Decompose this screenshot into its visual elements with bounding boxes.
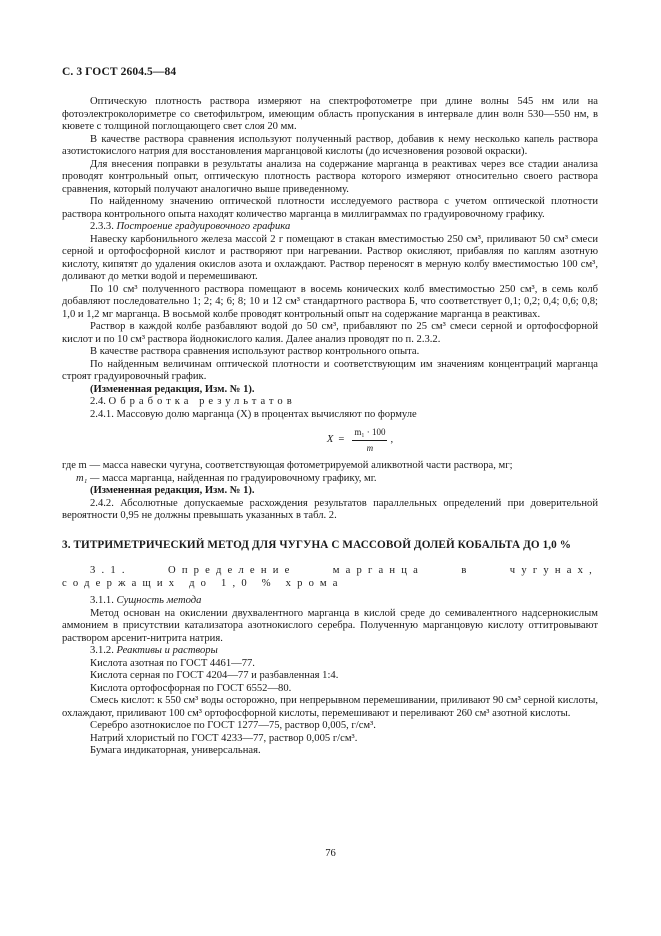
edit-note: (Измененная редакция, Изм. № 1). [90, 383, 255, 395]
section-number: 2.3.3. [90, 221, 114, 232]
page-header: С. 3 ГОСТ 2604.5—84 [62, 66, 177, 78]
paragraph: Метод основан на окислении двухвалентного марганца в кислой среде до семивалентного надсернокислым аммонием в присутствии катализатора азотнокислого серебра. Полученную марганцовую кислоту оттитровывают раствором арсенит-нитрита натрия. [62, 607, 598, 644]
formula-fraction [352, 426, 387, 454]
formula [122, 426, 598, 454]
formula-numerator: m₁ · 100 [352, 426, 387, 441]
paragraph: В качестве раствора сравнения используют раствор контрольного опыта. [90, 346, 420, 357]
chapter-heading: 3. ТИТРИМЕТРИЧЕСКИЙ МЕТОД ДЛЯ ЧУГУНА С МАССОВОЙ ДОЛЕЙ КОБАЛЬТА ДО 1,0 % [62, 538, 572, 551]
reagent-item: Бумага индикаторная, универсальная. [90, 745, 261, 756]
formula-tail: , [390, 433, 394, 445]
definition-text: масса марганца, найденная по градуировочному графику, мг. [102, 472, 377, 484]
section-heading-3-1-2 [62, 645, 598, 658]
paragraph: 2.4.2. Абсолютные допускаемые расхождения результатов параллельных определений при доверительной вероятности 0,95 не должны превышать указанных в табл. 2. [62, 497, 598, 521]
reagent-item: Серебро азотнокислое по ГОСТ 1277—75, раствор 0,005, г/см³. [90, 720, 376, 731]
definition-term: где m — [62, 460, 101, 471]
paragraph: Раствор в каждой колбе разбавляют водой до 50 см³, прибавляют по 25 см³ смеси серной и ортофосфорной кислот и по 10 см³ раствора йоднокислого калия. Далее анализ проводят по п. 2.3.2. [62, 321, 598, 345]
section-heading-2-3-3 [62, 221, 598, 234]
paragraph: 2.4.1. Массовую долю марганца (X) в процентах вычисляют по формуле [90, 408, 417, 420]
edit-note: (Измененная редакция, Изм. № 1). [90, 485, 255, 496]
paragraph: Навеску карбонильного железа массой 2 г помещают в стакан вместимостью 250 см³, приливают 50 см³ смеси серной и ортофосфорной кислот и растворяют при нагревании. Раствор окисляют, прибавляя по каплям азотную кислоту, кипятят до удаления окислов азота и охлаждают. Раствор переносят в мерную колбу вместимостью 100 см³, доливают до метки водой и перемешивают. [62, 233, 598, 282]
section-title: Реактивы и растворы [116, 645, 218, 656]
page-number: 76 [325, 848, 336, 859]
paragraph: Для внесения поправки в результаты анализа на содержание марганца в реактивах через все стадии анализа проводят контрольный опыт, оптическую плотность раствора которого измеряют относительно своего раствора сравнения, который получают аналогично выше приведенному. [62, 158, 598, 195]
section-number: 2.4. [90, 396, 106, 407]
formula-lhs: X [326, 433, 334, 445]
definition-text: масса навески чугуна, соответствующая фотометрируемой аликвотной части раствора, мг; [102, 460, 513, 471]
reagent-item: Смесь кислот: к 550 см³ воды осторожно, при непрерывном перемешивании, приливают 90 см³ серной кислоты, охлаждают, приливают 100 см³ ортофосфорной кислоты, перемешивают и переливают 260 см³ азотной кислоты. [62, 695, 598, 719]
section-title: Обработка результатов [108, 396, 296, 407]
reagent-item: Натрий хлористый по ГОСТ 4233—77, раствор 0,005 г/см³. [90, 732, 358, 744]
paragraph: По 10 см³ полученного раствора помещают в восемь конических колб вместимостью 250 см³, в семь колб добавляют последовательно 1; 2; 4; 6; 8; 10 и 12 см³ стандартного раствора Б, что соответствует 0,1; 0,2; 0,4; 0,6; 0,8; 1,0 и 1,2 мг марганца. В восьмой колбе проводят контрольный опыт на содержание марганца в реактивах. [62, 283, 598, 320]
document-body [62, 96, 598, 758]
reagent-item: Кислота ортофосфорная по ГОСТ 6552—80. [90, 682, 292, 694]
section-heading-3-1-1 [62, 595, 598, 608]
section-number: 3.1.1. [90, 595, 114, 606]
paragraph: В качестве раствора сравнения используют полученный раствор, добавив к нему несколько капель раствора азотистокислого натрия для восстановления марганцовой кислоты (до исчезновения розовой окраски). [62, 133, 598, 157]
definition-line [62, 460, 598, 473]
reagent-item: Кислота серная по ГОСТ 4204—77 и разбавленная 1:4. [90, 670, 339, 681]
section-heading-2-4 [62, 396, 598, 409]
definition-line [62, 473, 598, 486]
paragraph: Оптическую плотность раствора измеряют на спектрофотометре при длине волны 545 нм или на фотоэлектроколориметре со светофильтром, имеющим область пропускания в интервале длин волн 530—550 нм, в кювете с толщиной поглощающего свет слоя 20 мм. [62, 96, 598, 132]
formula-equals: = [338, 433, 345, 445]
reagent-item: Кислота азотная по ГОСТ 4461—77. [90, 657, 255, 669]
subsection-heading-3-1: 3.1. Определение марганца в чугунах, содержащих до 1,0 % хрома [62, 565, 598, 589]
paragraph: По найденному значению оптической плотности исследуемого раствора с учетом оптической плотности раствора контрольного опыта находят количество марганца в миллиграммах по градуировочному графику. [62, 196, 598, 220]
definition-term: m₁ — [76, 472, 100, 484]
section-title: Сущность метода [116, 595, 202, 606]
section-number: 3.1.2. [90, 645, 114, 656]
formula-denominator: m [366, 442, 374, 453]
paragraph: По найденным величинам оптической плотности и соответствующим им значениям концентраций марганца строят градуировочный график. [62, 358, 598, 382]
section-title: Построение градуировочного графика [116, 221, 291, 232]
